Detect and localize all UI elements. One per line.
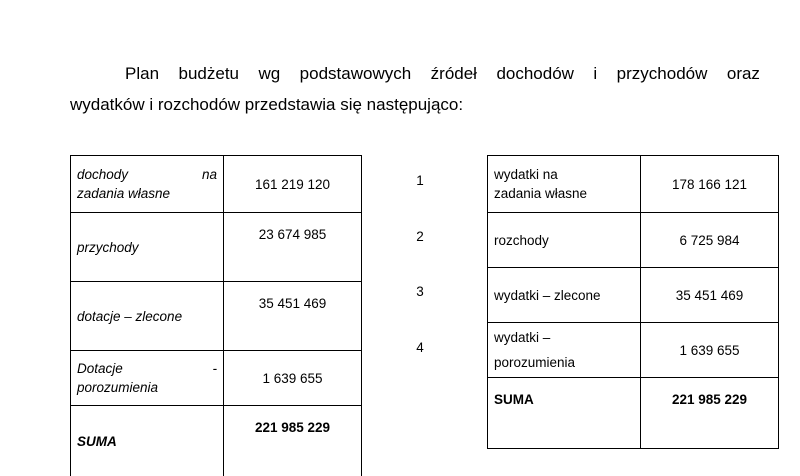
expense-label-cell: rozchody [488,213,641,268]
intro-paragraph [70,58,760,120]
expense-value-cell: 6 725 984 [641,213,779,268]
row-number: 3 [405,284,435,299]
intro-word: Plan [125,58,159,89]
expense-label-cell [488,156,641,213]
income-value-cell: 161 219 120 [224,156,362,213]
expense-label-part: zadania własne [494,184,634,203]
table-row [71,282,362,351]
income-label-cell: przychody [71,213,224,282]
intro-word: przychodów [617,58,708,89]
expense-label-part: wydatki – [494,328,634,347]
intro-word: budżetu [179,58,240,89]
row-number: 2 [405,229,435,244]
expense-value-cell: 35 451 469 [641,268,779,323]
expense-value-cell: 178 166 121 [641,156,779,213]
intro-word: dochodów [496,58,574,89]
income-label-part: zadania własne [77,184,217,203]
intro-line-2: wydatków i rozchodów przedstawia się następująco: [70,89,760,120]
income-value-cell: 35 451 469 [224,282,362,351]
expense-value-cell: 1 639 655 [641,323,779,378]
table-row [71,406,362,476]
intro-word: źródeł [431,58,477,89]
income-value-cell: 23 674 985 [224,213,362,282]
intro-line-1 [70,58,760,89]
expense-label-part: porozumienia [494,353,634,372]
expense-table [487,155,779,449]
table-row [488,213,779,268]
income-label-part: - [213,359,218,378]
income-label-part: Dotacje [77,359,123,378]
table-row [488,268,779,323]
income-label-cell [71,156,224,213]
table-row [71,213,362,282]
table-row [71,156,362,213]
expense-label-cell [488,323,641,378]
income-value-cell: 1 639 655 [224,351,362,406]
income-label-part: porozumienia [77,378,217,397]
table-row [488,323,779,378]
table-row [488,156,779,213]
table-row [71,351,362,406]
income-label-cell [71,351,224,406]
intro-word: podstawowych [300,58,412,89]
row-number: 1 [405,173,435,188]
table-row [488,378,779,449]
income-label-cell: dotacje – zlecone [71,282,224,351]
expense-sum-value: 221 985 229 [641,378,779,449]
intro-word: wg [258,58,280,89]
row-number: 4 [405,340,435,355]
expense-sum-label: SUMA [488,378,641,449]
expense-label-cell: wydatki – zlecone [488,268,641,323]
intro-word: oraz [727,58,760,89]
income-label-part: dochody [77,165,128,184]
income-table [70,155,362,476]
income-label-part: na [202,165,217,184]
expense-label-part: wydatki na [494,165,634,184]
income-sum-label: SUMA [71,406,224,476]
income-sum-value: 221 985 229 [224,406,362,476]
intro-word: i [593,58,597,89]
